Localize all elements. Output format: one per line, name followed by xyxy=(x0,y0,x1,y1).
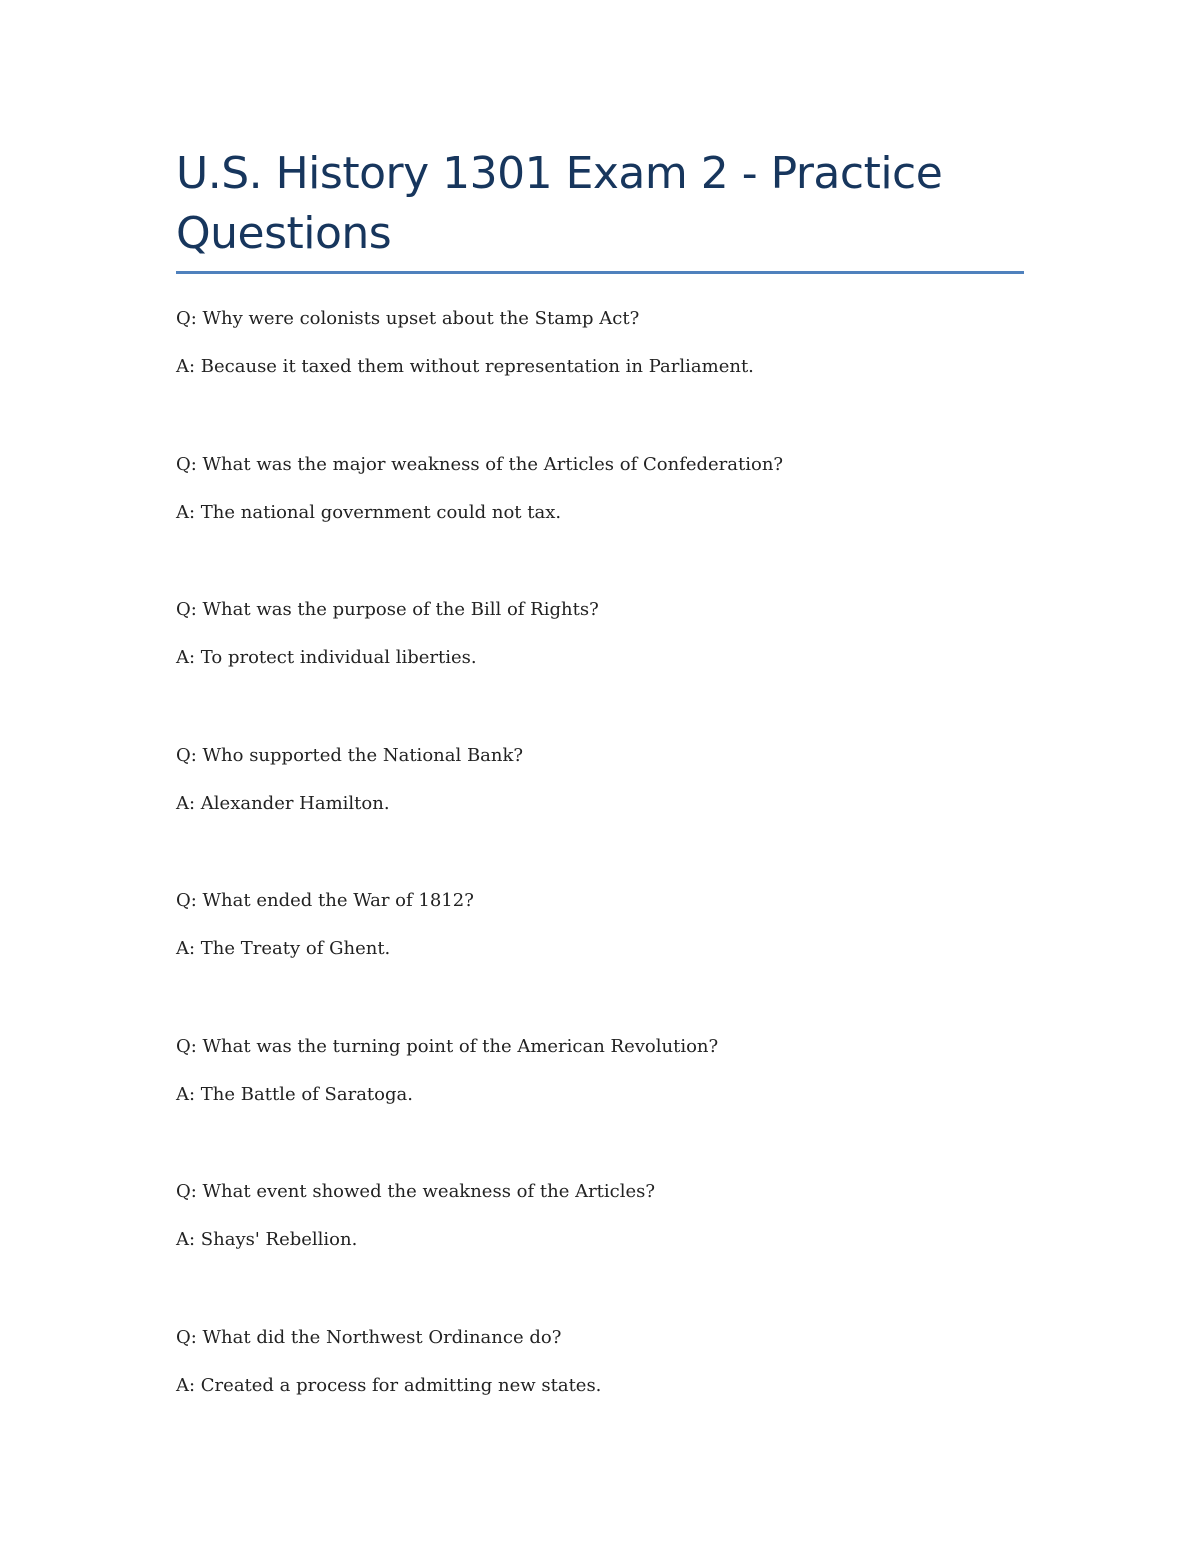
qa-item xyxy=(176,887,1024,1033)
qa-item xyxy=(176,1178,1024,1324)
question-text: Q: What ended the War of 1812? xyxy=(176,890,474,911)
qa-item xyxy=(176,451,1024,597)
title-underline xyxy=(176,271,1024,274)
document-title: U.S. History 1301 Exam 2 - Practice Questions xyxy=(176,148,943,259)
question-text: Q: What did the Northwest Ordinance do? xyxy=(176,1326,562,1348)
answer-text: A: The Treaty of Ghent. xyxy=(176,938,391,959)
question-text: Q: Why were colonists upset about the Stamp Act? xyxy=(176,308,640,329)
answer-text: A: To protect individual liberties. xyxy=(176,647,477,668)
question-text: Q: What was the purpose of the Bill of Rights? xyxy=(176,599,599,620)
question-text: Q: Who supported the National Bank? xyxy=(176,744,524,766)
qa-item xyxy=(176,1324,1024,1470)
answer-text: A: Because it taxed them without representation in Parliament. xyxy=(176,356,754,377)
question-text: Q: What was the major weakness of the Articles of Confederation? xyxy=(176,453,784,475)
answer-text: A: The national government could not tax. xyxy=(176,501,562,523)
answer-text: A: The Battle of Saratoga. xyxy=(176,1083,413,1105)
qa-item xyxy=(176,1033,1024,1179)
qa-item xyxy=(176,305,1024,451)
qa-item xyxy=(176,596,1024,742)
answer-text: A: Shays' Rebellion. xyxy=(176,1229,358,1250)
answer-text: A: Alexander Hamilton. xyxy=(176,792,390,814)
question-text: Q: What was the turning point of the American Revolution? xyxy=(176,1035,719,1057)
qa-list xyxy=(176,305,1024,1469)
question-text: Q: What event showed the weakness of the Articles? xyxy=(176,1181,656,1202)
answer-text: A: Created a process for admitting new states. xyxy=(176,1374,602,1396)
qa-item xyxy=(176,742,1024,888)
